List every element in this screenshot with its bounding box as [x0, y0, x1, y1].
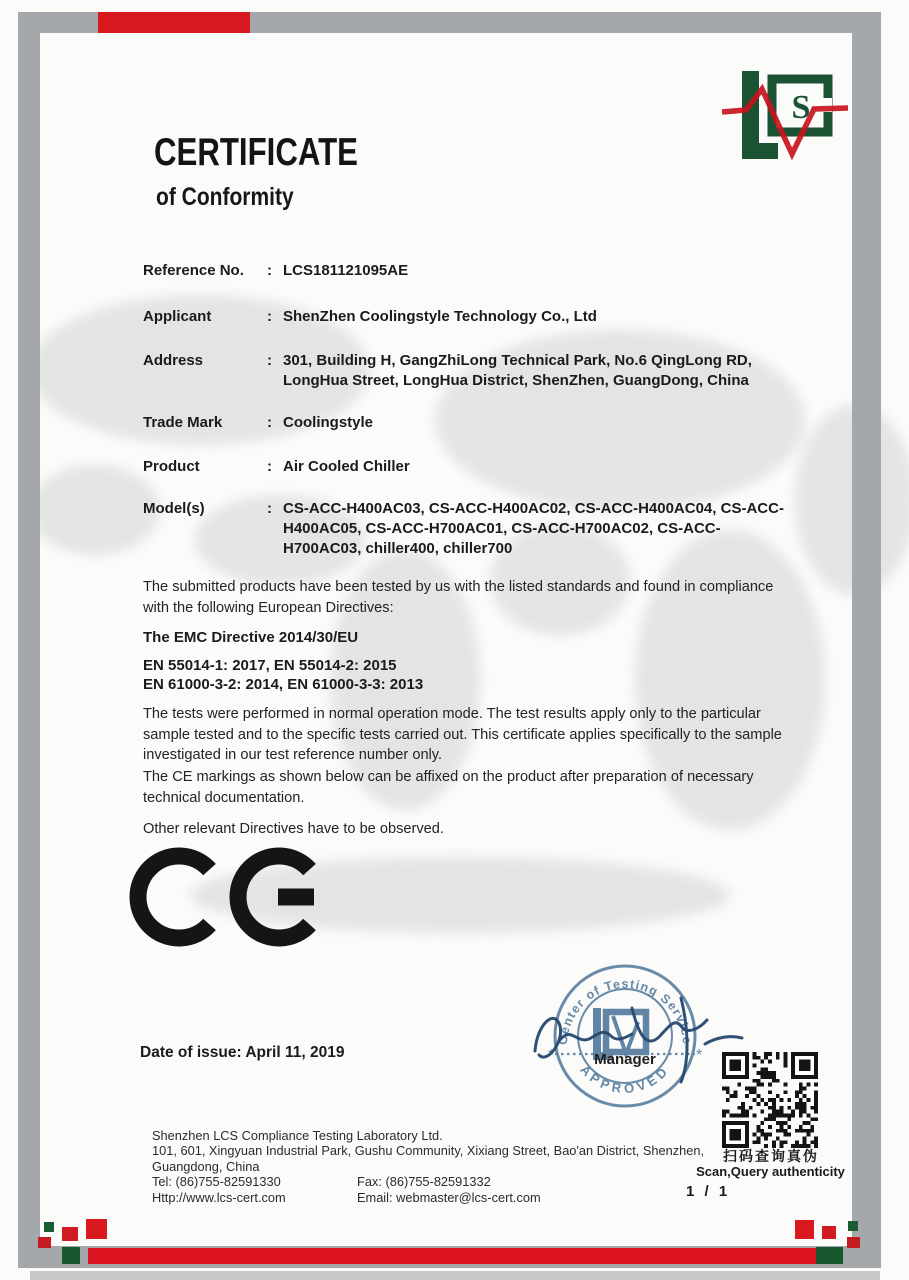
stamp-arc-top-text: Center of Testing Service: [555, 976, 695, 1046]
tests-paragraph: The tests were performed in normal operation mode. The test results apply only to the particular sample tested and to the specific tests carried out. This certificate applies specifically to the sample investigated in our test reference number only.: [143, 706, 782, 763]
page-number: 1 / 1: [686, 1183, 731, 1200]
ce-mark-icon: [126, 840, 364, 954]
border-left: [18, 12, 40, 1268]
qr-caption-english: Scan,Query authenticity: [696, 1164, 845, 1179]
bottom-red-bar: [88, 1248, 816, 1264]
page-subtitle: of Conformity: [156, 183, 294, 211]
ce-paragraph: The CE markings as shown below can be affixed on the product after preparation of necessary technical documentation.: [143, 769, 754, 806]
qr-caption-chinese: 扫码查询真伪: [723, 1148, 819, 1164]
deco-square: [848, 1221, 858, 1231]
directive-heading: The EMC Directive 2014/30/EU: [143, 629, 359, 646]
footer-company: Shenzhen LCS Compliance Testing Laboratory Ltd.: [152, 1128, 443, 1143]
field-value: 301, Building H, GangZhiLong Technical Park, No.6 QingLong RD, LongHua Street, LongHua District, ShenZhen, GuangDong, China: [283, 352, 752, 389]
field-colon: :: [267, 262, 272, 279]
lcs-logo-icon: [706, 58, 878, 176]
stamp-star-right: *: [696, 1047, 703, 1064]
stamp-star-left: *: [548, 1047, 555, 1064]
field-label: Model(s): [143, 500, 205, 517]
field-label: Reference No.: [143, 262, 244, 279]
field-address: [143, 351, 795, 391]
footer-web: Http://www.lcs-cert.com: [152, 1189, 286, 1205]
bottom-left-green-square: [62, 1247, 80, 1264]
standards-line-2: EN 61000-3-2: 2014, EN 61000-3-3: 2013: [143, 676, 424, 693]
footer-tel: Tel: (86)755-82591330: [152, 1174, 281, 1190]
field-value: Air Cooled Chiller: [283, 458, 410, 475]
field-colon: :: [267, 414, 272, 431]
field-product: [143, 457, 795, 477]
field-label: Address: [143, 352, 204, 369]
field-reference-no: [143, 261, 795, 281]
field-label: Product: [143, 458, 200, 475]
deco-square: [44, 1222, 54, 1232]
logo-letter: S: [791, 89, 811, 126]
field-trade-mark: [143, 413, 795, 433]
qr-code-icon: [722, 1052, 818, 1148]
field-value: CS-ACC-H400AC03, CS-ACC-H400AC02, CS-ACC-H400AC04, CS-ACC-H400AC05, CS-ACC-H700AC01, CS-ACC-H700AC02, CS-ACC-H700AC03, chiller400, chiller700: [283, 500, 784, 557]
top-red-bar: [98, 12, 250, 33]
page-title: CERTIFICATE: [154, 131, 358, 174]
footer-fax: Fax: (86)755-82591332: [357, 1174, 491, 1190]
bottom-right-green-square: [816, 1247, 843, 1264]
ce-mark: [126, 840, 364, 959]
field-value: ShenZhen Coolingstyle Technology Co., Ltd: [283, 308, 597, 325]
deco-square: [822, 1226, 836, 1239]
deco-square: [847, 1237, 860, 1248]
field-colon: :: [267, 308, 272, 325]
field-label: Applicant: [143, 308, 212, 325]
field-colon: :: [267, 458, 272, 475]
field-label: Trade Mark: [143, 414, 223, 431]
deco-square: [795, 1220, 814, 1239]
footer-block: [152, 1128, 727, 1205]
other-directives-paragraph: Other relevant Directives have to be observed.: [143, 821, 444, 837]
field-colon: :: [267, 500, 272, 517]
deco-square: [38, 1237, 51, 1248]
lcs-logo: [706, 58, 878, 181]
footer-email: Email: webmaster@lcs-cert.com: [357, 1189, 541, 1205]
field-models: [143, 499, 795, 559]
standards-line-1: EN 55014-1: 2017, EN 55014-2: 2015: [143, 657, 397, 674]
footer-address: 101, 601, Xingyuan Industrial Park, Gushu Community, Xixiang Street, Bao'an District, Shenzhen, Guangdong, China: [152, 1143, 705, 1174]
scan-edge-strip: [30, 1271, 880, 1280]
stamp-arc-bottom-text: APPROVED: [577, 1061, 673, 1097]
field-value: Coolingstyle: [283, 414, 374, 431]
qr-code: [722, 1052, 818, 1153]
deco-square: [86, 1219, 107, 1239]
intro-paragraph: The submitted products have been tested by us with the listed standards and found in compliance with the following European Directives:: [143, 579, 774, 616]
date-of-issue: Date of issue: April 11, 2019: [140, 1044, 345, 1061]
deco-square: [62, 1227, 78, 1241]
border-right: [852, 12, 881, 1268]
field-colon: :: [267, 352, 272, 369]
field-applicant: [143, 307, 795, 327]
field-value: LCS181121095AE: [283, 262, 409, 279]
manager-label: Manager: [594, 1051, 656, 1068]
